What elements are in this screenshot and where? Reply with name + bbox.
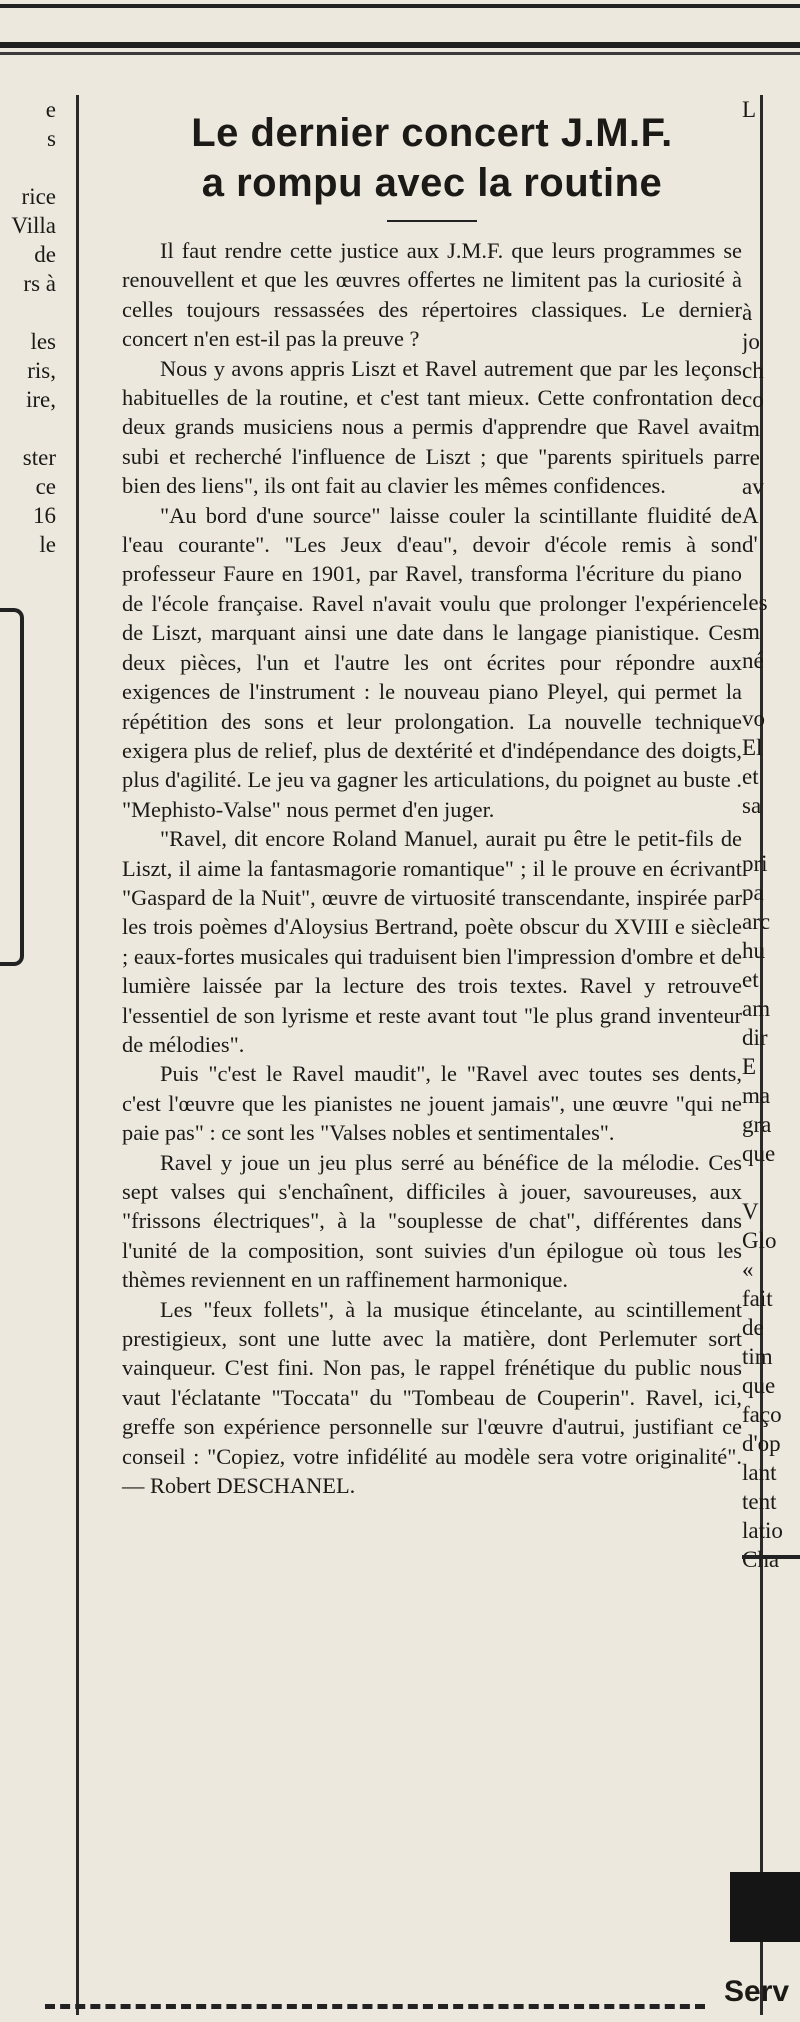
right-fragment <box>742 182 800 211</box>
right-column-fragments <box>742 95 800 1574</box>
right-fragment <box>742 153 800 182</box>
left-fragment: ster <box>22 445 56 470</box>
right-fragment <box>742 124 800 153</box>
left-column-fragments <box>0 95 56 559</box>
right-fragment <box>742 820 800 849</box>
left-boxed-ad-edge <box>0 608 24 966</box>
right-fragment: lant <box>742 1460 777 1485</box>
right-fragment: sa <box>742 793 762 818</box>
right-wavy-rule <box>742 1555 800 1569</box>
left-fragment: rice <box>21 184 56 209</box>
right-fragment: re <box>742 445 760 470</box>
headline <box>122 108 742 208</box>
left-fragment: ce <box>35 474 56 499</box>
right-fragment: El <box>742 735 763 760</box>
right-fragment: que <box>742 1141 776 1166</box>
headline-line-2: a rompu avec la routine <box>201 161 663 205</box>
left-fragment: le <box>39 532 56 557</box>
left-fragment: ris, <box>27 358 56 383</box>
left-fragment: rs à <box>23 271 56 296</box>
top-thin-rule <box>0 4 800 8</box>
right-fragment: né <box>742 648 764 673</box>
right-fragment: fait <box>742 1286 773 1311</box>
right-fragment: d'op <box>742 1431 781 1456</box>
right-fragment: tim <box>742 1344 773 1369</box>
paragraph: Nous y avons appris Liszt et Ravel autrement que par les leçons habituelles de la routine, et c'est tant mieux. Cette confrontation de deux grands musiciens nous a permis d'apprendre que Ravel avait subi et recherché l'influence de Liszt ; que "parents spirituels par bien des liens", ils ont fait au clavier les mêmes confidences. <box>122 355 742 499</box>
right-fragment: faço <box>742 1402 782 1427</box>
right-fragment: m <box>742 619 760 644</box>
paragraph: "Ravel, dit encore Roland Manuel, aurait pu être le petit-fils de Liszt, il aime la fantasmagorie romantique" ; il le prouve en écrivant "Gaspard de la Nuit", œuvre de virtuosité transcendante, inspirée par les trois poèmes d'Aloysius Bertrand, poète obscur du XVIII e siècle ; eaux-fortes musicales qui traduisent bien l'impression d'ombre et de lumière laissée par la lecture des trois textes. Ravel y retrouve l'essentiel de son lyrisme et reste avant tout "le plus grand inventeur de mélodies". <box>122 826 742 1057</box>
right-fragment <box>742 269 800 298</box>
right-fragment <box>742 559 800 588</box>
right-fragment: latio <box>742 1518 783 1543</box>
right-fragment: arc <box>742 909 771 934</box>
right-fragment: d' <box>742 532 758 557</box>
bottom-right-heading: Serv <box>724 1975 790 2008</box>
right-fragment: à <box>742 300 753 325</box>
left-fragment: Villa <box>11 213 56 238</box>
bottom-dashed-rule <box>45 2004 705 2009</box>
right-fragment: ch <box>742 358 764 383</box>
right-fragment: de <box>742 1315 764 1340</box>
article-body <box>122 236 742 1500</box>
right-fragment: gra <box>742 1112 772 1137</box>
left-fragment <box>0 153 56 182</box>
right-fragment: vo <box>742 706 765 731</box>
headline-rule <box>387 220 477 222</box>
right-fragment: am <box>742 996 771 1021</box>
top-thick-rule <box>0 42 800 48</box>
right-fragment: Glo <box>742 1228 777 1253</box>
right-fragment: Cha <box>742 1547 780 1572</box>
paragraph: Puis "c'est le Ravel maudit", le "Ravel avec toutes ses dents, c'est l'œuvre que les pianistes ne jouent jamais", une œuvre "qui ne paie pas" : ce sont les "Valses nobles et sentimentales". <box>122 1061 742 1146</box>
left-fragment: e <box>45 97 56 122</box>
right-fragment: et <box>742 967 759 992</box>
top-rules <box>0 0 800 60</box>
paragraph: "Au bord d'une source" laisse couler la scintillante fluidité de l'eau courante". "Les Jeux d'eau", devoir d'école remis à son professeur Faure en 1901, par Ravel, transforma l'écriture du piano de l'école française. Ravel n'avait voulu que prolonger l'expérience de Liszt, marquant ainsi une date dans le langage pianistique. Ces deux pièces, l'un et l'autre les ont écrites pour répondre aux exigences de l'instrument : le nouveau piano Pleyel, qui permet la répétition des sons et leur prolongation. La nouvelle technique exigera plus de relief, plus de dextérité et d'indépendance des doigts, plus d'agilité. Le jeu va gagner les articulations, du poignet au buste . "Mephisto-Valse" nous permet d'en juger. <box>122 502 742 822</box>
right-fragment: av <box>742 474 764 499</box>
right-fragment: pri <box>742 851 768 876</box>
left-fragment: ire, <box>25 387 56 412</box>
right-fragment: E <box>742 1054 757 1079</box>
right-fragment: dir <box>742 1025 768 1050</box>
right-fragment: ma <box>742 1083 771 1108</box>
right-fragment: pa <box>742 880 764 905</box>
right-fragment <box>742 1168 800 1197</box>
paragraph: Il faut rendre cette justice aux J.M.F. que leurs programmes se renouvellent et que les œuvres offertes ne limitent pas la curiosité à celles toujours ressassées des répertoires classiques. Le dernier concert n'en est-il pas la preuve ? <box>122 238 742 352</box>
right-fragment: tent <box>742 1489 777 1514</box>
left-column-rule <box>76 95 79 2015</box>
right-fragment: « <box>742 1257 754 1282</box>
right-fragment: jo <box>742 329 760 354</box>
right-fragment: L <box>742 97 757 122</box>
right-fragment <box>742 240 800 269</box>
right-fragment: hu <box>742 938 765 963</box>
right-fragment <box>742 211 800 240</box>
right-fragment: V <box>742 1199 759 1224</box>
right-fragment: les <box>742 590 768 615</box>
right-fragment: et <box>742 764 759 789</box>
right-fragment: A <box>742 503 759 528</box>
paragraph: Ravel y joue un jeu plus serré au bénéfice de la mélodie. Ces sept valses qui s'enchaînent, difficiles à jouer, savoureuses, aux "frissons électriques", à la "souplesse de chat", différentes dans l'unité de la composition, sont suivies d'un épilogue où tous les thèmes reviennent en un raffinement harmonique. <box>122 1149 742 1293</box>
top-under-rule <box>0 52 800 55</box>
right-fragment: m <box>742 416 760 441</box>
left-fragment: s <box>47 126 56 151</box>
left-fragment <box>0 414 56 443</box>
right-fragment: co <box>742 387 764 412</box>
right-black-block <box>730 1872 800 1942</box>
left-fragment <box>0 298 56 327</box>
left-fragment: de <box>34 242 56 267</box>
left-fragment: les <box>30 329 56 354</box>
headline-line-1: Le dernier concert J.M.F. <box>191 111 673 155</box>
right-fragment: que <box>742 1373 776 1398</box>
paragraph: Les "feux follets", à la musique étincelante, au scintillement prestigieux, sont une lutte avec la matière, dont Perlemuter sort vainqueur. C'est fini. Non pas, le rappel frénétique du public nous vaut l'éclatante "Toccata" du "Tombeau de Couperin". Ravel, ici, greffe son expérience personnelle sur l'œuvre d'autrui, justifiant ce conseil : "Copiez, votre infidélité au modèle sera votre originalité". — Robert DESCHANEL. <box>122 1296 742 1499</box>
right-fragment <box>742 675 800 704</box>
left-fragment: 16 <box>33 503 56 528</box>
article <box>122 108 742 1500</box>
